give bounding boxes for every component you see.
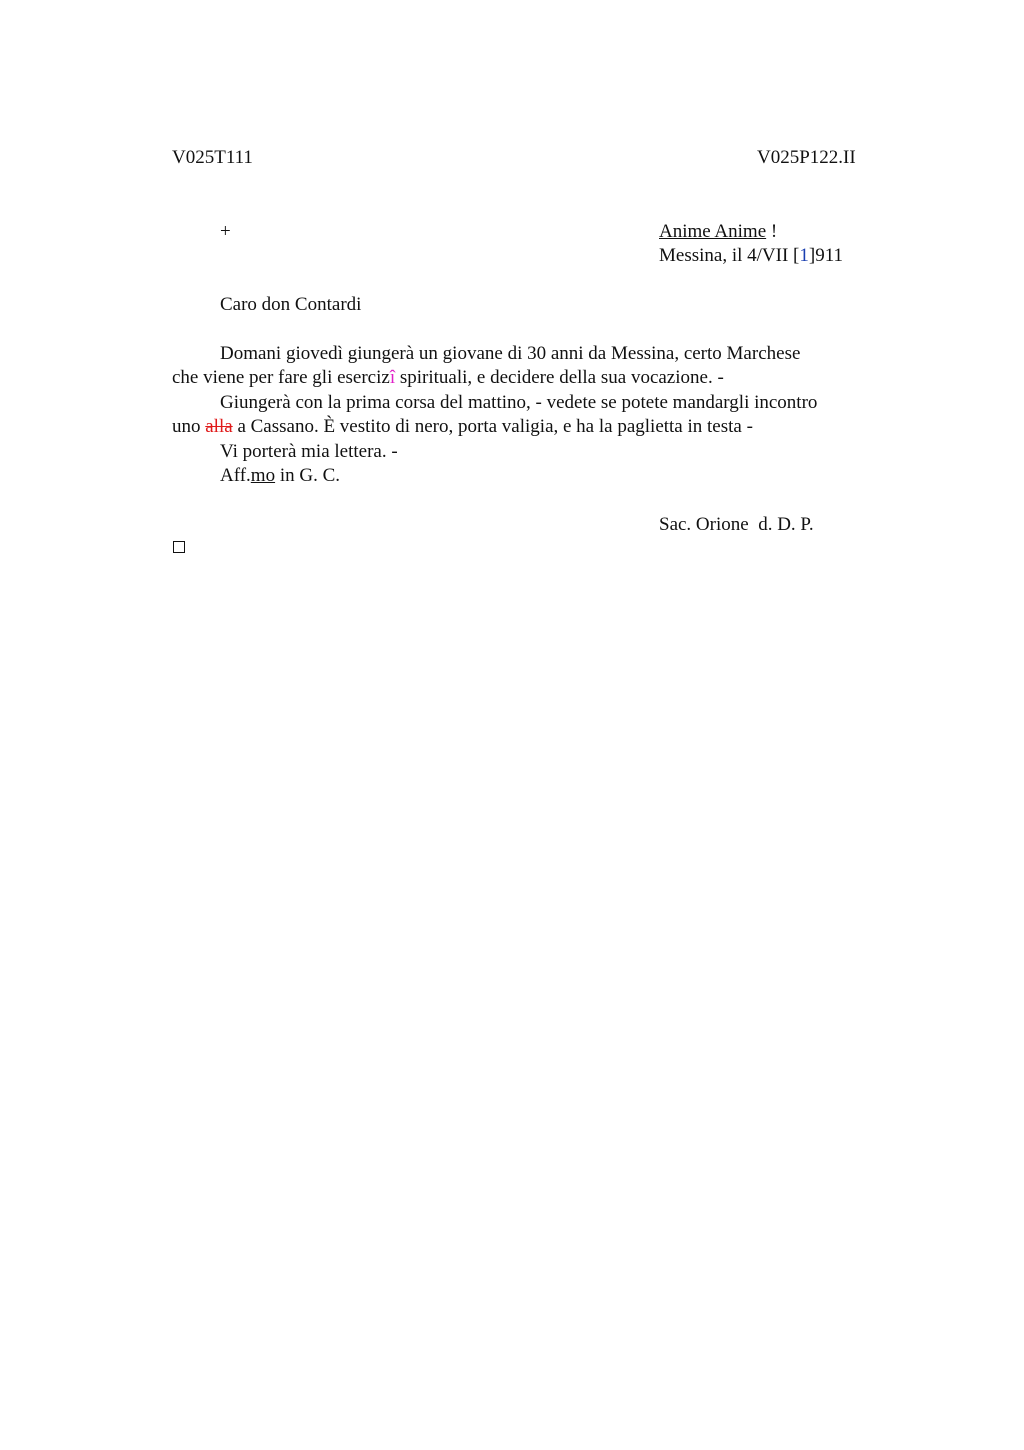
motto-tail: ! xyxy=(766,221,778,242)
editorial-mark: î xyxy=(389,367,396,388)
motto xyxy=(659,220,777,244)
motto-underlined: Anime Anime xyxy=(659,221,767,242)
p1-line2-b: spirituali, e decidere della sua vocazione. - xyxy=(395,367,724,388)
paragraph-3: Vi porterà mia lettera. - xyxy=(220,441,398,462)
deleted-word: alla xyxy=(205,416,233,437)
paragraph-2-line-2 xyxy=(172,415,753,439)
paragraph-1-line-1: Domani giovedì giungerà un giovane di 30 anni da Messina, certo Marchese xyxy=(220,343,801,364)
p2-line2-a: uno xyxy=(172,416,206,437)
closing-a: Aff. xyxy=(220,465,251,486)
document-code-left: V025T111 xyxy=(172,147,253,168)
date-bracket-open: [ xyxy=(793,245,800,266)
cross-mark: + xyxy=(220,221,231,242)
paragraph-1-line-2 xyxy=(172,366,724,390)
p1-line2-a: che viene per fare gli eserciz xyxy=(172,367,390,388)
closing xyxy=(220,464,340,488)
end-of-document-box-icon xyxy=(173,541,185,553)
date-bracket-close: ] xyxy=(808,245,816,266)
closing-b: in G. C. xyxy=(275,465,341,486)
signature: Sac. Orione d. D. P. xyxy=(659,514,814,535)
place-date xyxy=(659,244,843,268)
closing-underlined: mo xyxy=(250,465,276,486)
paragraph-2-line-1: Giungerà con la prima corsa del mattino, - vedete se potete mandargli incontro xyxy=(220,392,818,413)
p2-line2-b: a Cassano. È vestito di nero, porta valigia, e ha la paglietta in testa - xyxy=(232,416,753,437)
date-year-tail: 911 xyxy=(815,245,843,266)
date-bracket-digit: 1 xyxy=(799,245,809,266)
document-code-right: V025P122.II xyxy=(757,147,856,168)
salutation: Caro don Contardi xyxy=(220,294,362,315)
place-date-prefix: Messina, il 4/VII xyxy=(659,245,794,266)
